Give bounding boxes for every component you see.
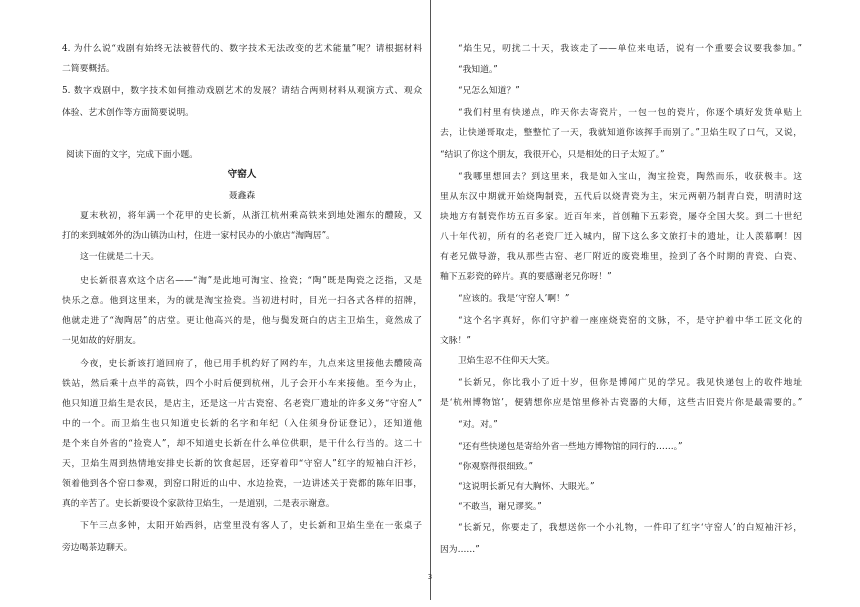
story-line: 领着他到各个窑口参观，到窑口附近的山中、水边捡瓷，一边讲述关于瓷都的陈年旧事， — [62, 479, 422, 489]
story-line: “这个名字真好，你们守护着一座座烧瓷窑的文脉，不，是守护着中华工匠文化的 — [458, 316, 802, 326]
story-line: 文脉！” — [440, 336, 471, 346]
story-title: 守窑人 — [227, 169, 257, 180]
story-line: “我们村里有快递点，昨天你去寄瓷片，一包一包的瓷片，你逐个填好发货单贴上 — [458, 108, 802, 118]
column-divider — [430, 0, 431, 600]
story-line: 夏末秋初，将年满一个花甲的史长新，从浙江杭州乘高铁来到地处湘东的醴陵，又 — [80, 211, 422, 221]
story-author: 聂鑫森 — [228, 191, 256, 201]
question-4-line: 4. 为什么说“戏剧有始终无法被替代的、数字技术无法改变的艺术能量”呢？请根据材料 — [62, 44, 422, 54]
story-line: 八十年代初，所有的名老瓷厂迁入城内，留下这么多文旅打卡的遗址，让人羡慕啊！因 — [440, 232, 802, 242]
story-line: 去，让快递哥取走，整整忙了一天，我就知道你该挥手而别了。”卫焰生叹了口气，又说， — [440, 128, 802, 138]
story-line: 卫焰生忍不住仰天大笑。 — [458, 356, 555, 366]
story-line: “长新兄，你比我小了近十岁，但你是博闻广见的学兄。我见快递包上的收件地址 — [458, 378, 802, 388]
story-line: “焰生兄，叨扰二十天，我该走了——单位来电话，说有一个重要会议要我参加。” — [458, 44, 802, 54]
story-line: “这说明长新兄有大胸怀、大眼光。” — [458, 482, 595, 492]
story-line: 这一住就是二十天。 — [80, 252, 160, 262]
story-line: 一见如故的好朋友。 — [62, 336, 142, 346]
story-line: 块地方有制瓷作坊五百多家。近百年来，首创釉下五彩瓷，屡夺全国大奖。到二十世纪 — [440, 212, 802, 222]
story-line: 有老兄做导游，我从那些古窑、老厂附近的废瓷堆里，捡到了各个时期的青瓷、白瓷、 — [440, 252, 802, 262]
story-line: 打的来到城郊外的沩山镇沩山村，住进一家村民办的小旅店“淘陶居”。 — [62, 231, 335, 241]
story-line: 旁边喝茶边聊天。 — [62, 543, 133, 553]
story-line: 快乐之意。他到这里来，为的就是淘宝捡瓷。当初进村时，目光一扫各式各样的招牌， — [62, 296, 422, 306]
story-line: 他只知道卫焰生是农民，是店主，还是这一片古瓷窑、名老瓷厂遗址的许多义务“守窑人” — [62, 399, 422, 409]
story-line: 真的辛苦了。史长新要设个家款待卫焰生，一是道别，二是表示谢意。 — [62, 499, 335, 509]
question-5-line: 体验、艺术创作等方面简要说明。 — [62, 108, 194, 118]
story-line: 是‘杭州博物馆’，便猜想你应是馆里修补古瓷器的大师，这些古旧瓷片你是最需要的。” — [440, 398, 802, 408]
story-line: “你观察得很细致。” — [458, 462, 533, 472]
story-line: 因为……” — [440, 545, 480, 555]
story-line: 是个来自外省的“捡瓷人”，却不知道史长新在什么单位供职，是干什么行当的。这二十 — [62, 439, 422, 449]
story-line: 中的一个。而卫焰生也只知道史长新的名字和年纪（入住须身份证登记），还知道他 — [62, 419, 422, 429]
story-line: 史长新很喜欢这个店名——“淘”是此地可淘宝、捡瓷；“陶”既是陶瓷之泛指，又是 — [80, 276, 422, 286]
story-line: 天，卫焰生周到热情地安排史长新的饮食起居，还穿着印“守窑人”红字的短袖白汗衫， — [62, 459, 422, 469]
story-line: “对。对。” — [458, 420, 498, 430]
story-line: 下午三点多钟，太阳开始西斜，店堂里没有客人了，史长新和卫焰生坐在一张桌子 — [80, 521, 422, 531]
story-line: 釉下五彩瓷的碎片。真的要感谢老兄你呀！” — [440, 272, 612, 282]
story-line: 今夜，史长新该打道回府了，他已用手机约好了网约车，九点来这里接他去醴陵高 — [80, 359, 422, 369]
question-5-line: 5. 数字戏剧中，数字技术如何推动戏剧艺术的发展？请结合两则材料从观演方式、观众 — [62, 86, 422, 96]
story-line: 他就走进了“淘陶居”的店堂。更让他高兴的是，他与鬓发斑白的店主卫焰生，竟然成了 — [62, 316, 422, 326]
question-4-line: 二简要概括。 — [62, 64, 115, 74]
story-line: “我知道。” — [458, 65, 498, 75]
reading-instruction: 阅读下面的文字，完成下面小题。 — [66, 150, 198, 160]
story-line: “我哪里想回去？到这里来，我是如入宝山，淘宝捡瓷，陶然而乐，收获极丰。这 — [458, 172, 802, 182]
page-number: 3 — [427, 573, 433, 581]
story-line: “还有些快递包是寄给外省一些地方博物馆的同行的……。” — [458, 442, 683, 452]
story-line: “长新兄，你要走了，我想送你一个小礼物，一件印了红字‘守窑人’的白短袖汗衫， — [458, 523, 802, 533]
story-line: “结识了你这个朋友，我很开心，只是相处的日子太短了。” — [440, 150, 665, 160]
story-line: “兄怎么知道？” — [458, 86, 520, 96]
story-line: 里从东汉中期就开始烧陶制瓷，五代后以烧青瓷为主，宋元两朝乃制青白瓷，明清时这 — [440, 192, 802, 202]
story-line: “应该的。我是‘守窑人’啊！” — [458, 294, 570, 304]
story-line: “不敢当，谢兄谬奖。” — [458, 502, 542, 512]
story-line: 铁站，然后乘十点半的高铁，四个小时后便到杭州，儿子会开小车来接他。至今为止， — [62, 379, 422, 389]
